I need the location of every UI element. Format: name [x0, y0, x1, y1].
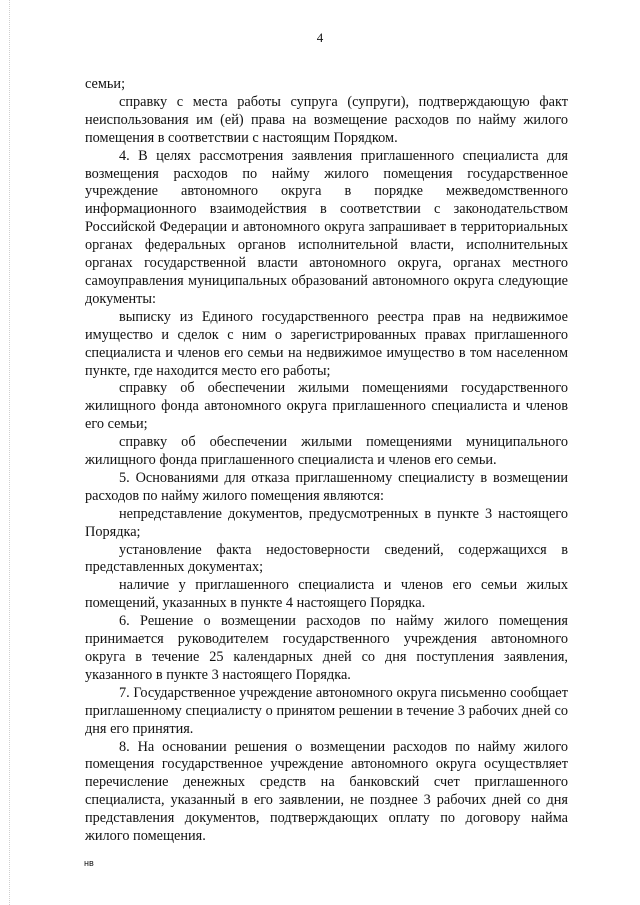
footer-mark: нв	[84, 858, 94, 868]
paragraph: семьи;	[85, 76, 126, 92]
paragraph: справку с места работы супруга (супруги), подтверждающую факт неиспользования им (ей) права на возмещение расходов по найму жилого помещения в соответствии с настоящим Порядком.	[85, 93, 568, 146]
scan-edge-line	[9, 0, 11, 905]
page-number: 4	[316, 30, 324, 45]
paragraph: 6. Решение о возмещении расходов по найму жилого помещения принимается руководителем государственного учреждения автономного округа в течение 25 календарных дней со дня поступления заявления, указанного в пункте 3 настоящего Порядка.	[85, 613, 568, 683]
paragraph: наличие у приглашенного специалиста и членов его семьи жилых помещений, указанных в пункте 4 настоящего Порядка.	[85, 577, 568, 612]
paragraph: 5. Основаниями для отказа приглашенному специалисту в возмещении расходов по найму жилого помещения являются:	[85, 469, 568, 504]
paragraph: справку об обеспечении жилыми помещениями муниципального жилищного фонда приглашенного специалиста и членов его семьи.	[85, 434, 568, 469]
paragraph: 8. На основании решения о возмещении расходов по найму жилого помещения государственное учреждение автономного округа осуществляет перечисление денежных средств на банковский счет приглашенного специалиста, указанный в его заявлении, не позднее 3 рабочих дней со дня представления документов, подтверждающих оплату по договору найма жилого помещения.	[85, 738, 568, 845]
paragraph: 7. Государственное учреждение автономного округа письменно сообщает приглашенному специалисту о принятом решении в течение 3 рабочих дней со дня его принятия.	[85, 684, 568, 737]
paragraph: выписку из Единого государственного реестра прав на недвижимое имущество и сделок с ним о зарегистрированных правах приглашенного специалиста и членов его семьи на недвижимое имущество в том населенном пункте, где находится место его работы;	[85, 308, 568, 379]
paragraph: справку об обеспечении жилыми помещениями государственного жилищного фонда автономного округа приглашенного специалиста и членов его семьи;	[85, 380, 568, 433]
paragraph: установление факта недостоверности сведений, содержащихся в представленных документах;	[85, 541, 568, 576]
paragraph: 4. В целях рассмотрения заявления приглашенного специалиста для возмещения расходов по найму жилого помещения государственное учреждение автономного округа в порядке межведомственного информационного взаимодействия в соответствии с законодательством Российской Федерации и автономного округа запрашивает в территориальных органах федеральных органов исполнительной власти, исполнительных органах государственной власти автономного округа, органах местного самоуправления муниципальных образований автономного округа следующие документы:	[85, 147, 568, 307]
document-body	[85, 76, 568, 846]
paragraph: непредставление документов, предусмотренных в пункте 3 настоящего Порядка;	[85, 505, 568, 540]
